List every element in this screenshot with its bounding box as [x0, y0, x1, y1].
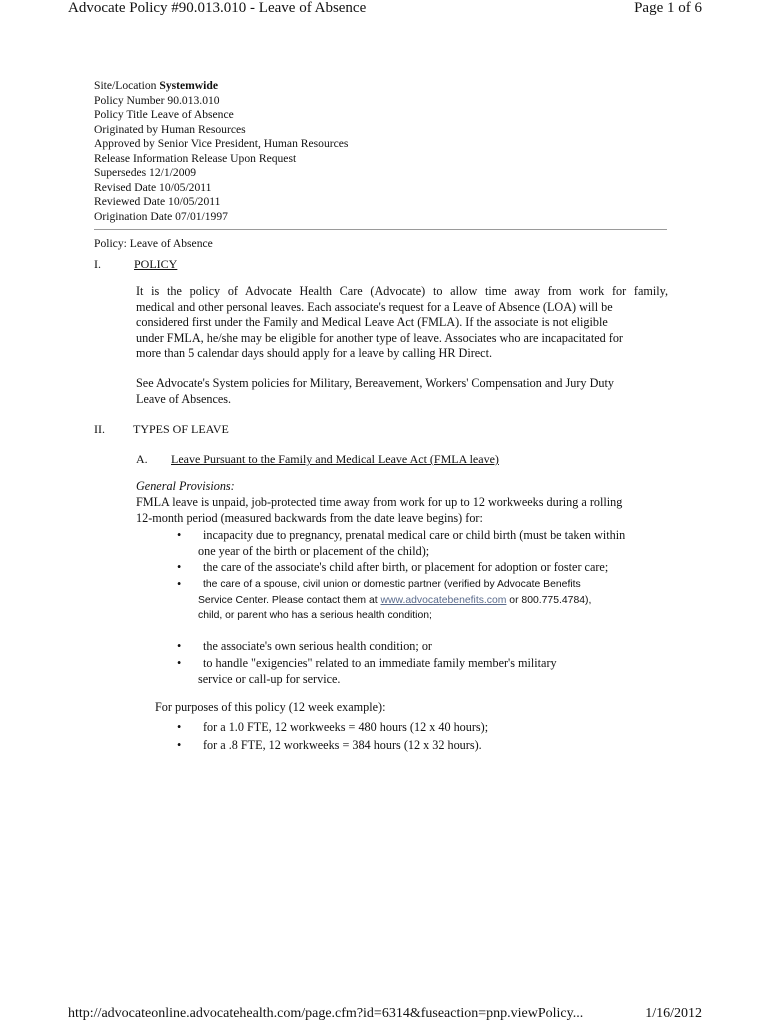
source-url: http://advocateonline.advocatehealth.com/page.cfm?id=6314&fuseaction=pnp.viewPolicy... — [68, 1006, 584, 1021]
list-item: • incapacity due to pregnancy, prenatal medical care or child birth (must be taken within one year of the birth or placement of the child); — [177, 528, 626, 558]
policy-heading: Policy: Leave of Absence — [94, 237, 213, 250]
page-header — [0, 0, 770, 22]
release-info-line: Release Information Release Upon Request — [94, 151, 297, 165]
originated-by-line: Originated by Human Resources — [94, 122, 246, 136]
policy-number-line: Policy Number 90.013.010 — [94, 93, 220, 107]
bullet-icon: • — [177, 656, 182, 670]
list-item: • the associate's own serious health condition; or — [177, 639, 432, 653]
divider — [94, 229, 667, 230]
subsection-a-letter: A. — [136, 452, 148, 466]
bullet-icon: • — [177, 720, 182, 734]
subsection-a-title: Leave Pursuant to the Family and Medical Leave Act (FMLA leave) — [171, 452, 499, 466]
revised-date-line: Revised Date 10/05/2011 — [94, 180, 212, 194]
site-location-value: Systemwide — [159, 79, 218, 92]
list-item: • for a 1.0 FTE, 12 workweeks = 480 hours (12 x 40 hours); — [177, 720, 489, 734]
bullet-icon: • — [177, 577, 182, 591]
general-provisions-heading: General Provisions: — [136, 479, 235, 493]
policy-title-line: Policy Title Leave of Absence — [94, 108, 234, 121]
page-footer — [0, 1006, 770, 1024]
list-item: • the care of a spouse, civil union or domestic partner (verified by Advocate Benefits Service Center. Please contact them at www.advocatebenefits.com or 800.775.4784), child, or parent who has a serious health condition; — [177, 577, 592, 621]
policy-paragraph-2: See Advocate's System policies for Military, Bereavement, Workers' Compensation and Jury Duty Leave of Absences. — [136, 376, 614, 406]
section-1-number: I. — [94, 257, 101, 271]
supersedes-line: Supersedes 12/1/2009 — [94, 166, 197, 179]
approved-by-line: Approved by Senior Vice President, Human Resources — [94, 137, 349, 150]
print-date: 1/16/2012 — [645, 1006, 702, 1021]
list-item: • to handle "exigencies" related to an immediate family member's military service or call-up for service. — [177, 656, 557, 686]
policy-paragraph-1: It is the policy of Advocate Health Care (Advocate) to allow time away from work for family, medical and other personal leaves. Each associate's request for a Leave of Absence (LOA) will be considered first under the Family and Medical Leave Act (FMLA). If the associate is not eligible under FMLA, he/she may be eligible for another type of leave. Associates who are incapacitated for more than 5 calendar days should apply for a leave by calling HR Direct. — [136, 284, 668, 360]
document-title: Advocate Policy #90.013.010 - Leave of Absence — [68, 0, 367, 16]
section-2-number: II. — [94, 422, 105, 436]
policy-metadata — [94, 79, 348, 224]
section-2-title: TYPES OF LEAVE — [133, 422, 229, 436]
site-location-line: Site/Location Systemwide — [94, 79, 218, 92]
section-1-title: POLICY — [134, 257, 178, 271]
bullet-icon: • — [177, 639, 182, 653]
origination-date-line: Origination Date 07/01/1997 — [94, 209, 228, 223]
advocate-benefits-link[interactable]: www.advocatebenefits.com — [380, 594, 507, 606]
bullet-icon: • — [177, 738, 182, 752]
page-number: Page 1 of 6 — [634, 0, 702, 16]
bullet-icon: • — [177, 528, 182, 542]
list-item: • for a .8 FTE, 12 workweeks = 384 hours (12 x 32 hours). — [177, 738, 482, 752]
bullet-icon: • — [177, 560, 182, 574]
list-item: • the care of the associate's child after birth, or placement for adoption or foster care; — [177, 560, 609, 574]
fmla-intro-paragraph: FMLA leave is unpaid, job-protected time away from work for up to 12 workweeks during a rolling 12-month period (measured backwards from the date leave begins) for: — [136, 495, 623, 525]
reviewed-date-line: Reviewed Date 10/05/2011 — [94, 195, 221, 208]
purposes-heading: For purposes of this policy (12 week example): — [155, 700, 386, 714]
